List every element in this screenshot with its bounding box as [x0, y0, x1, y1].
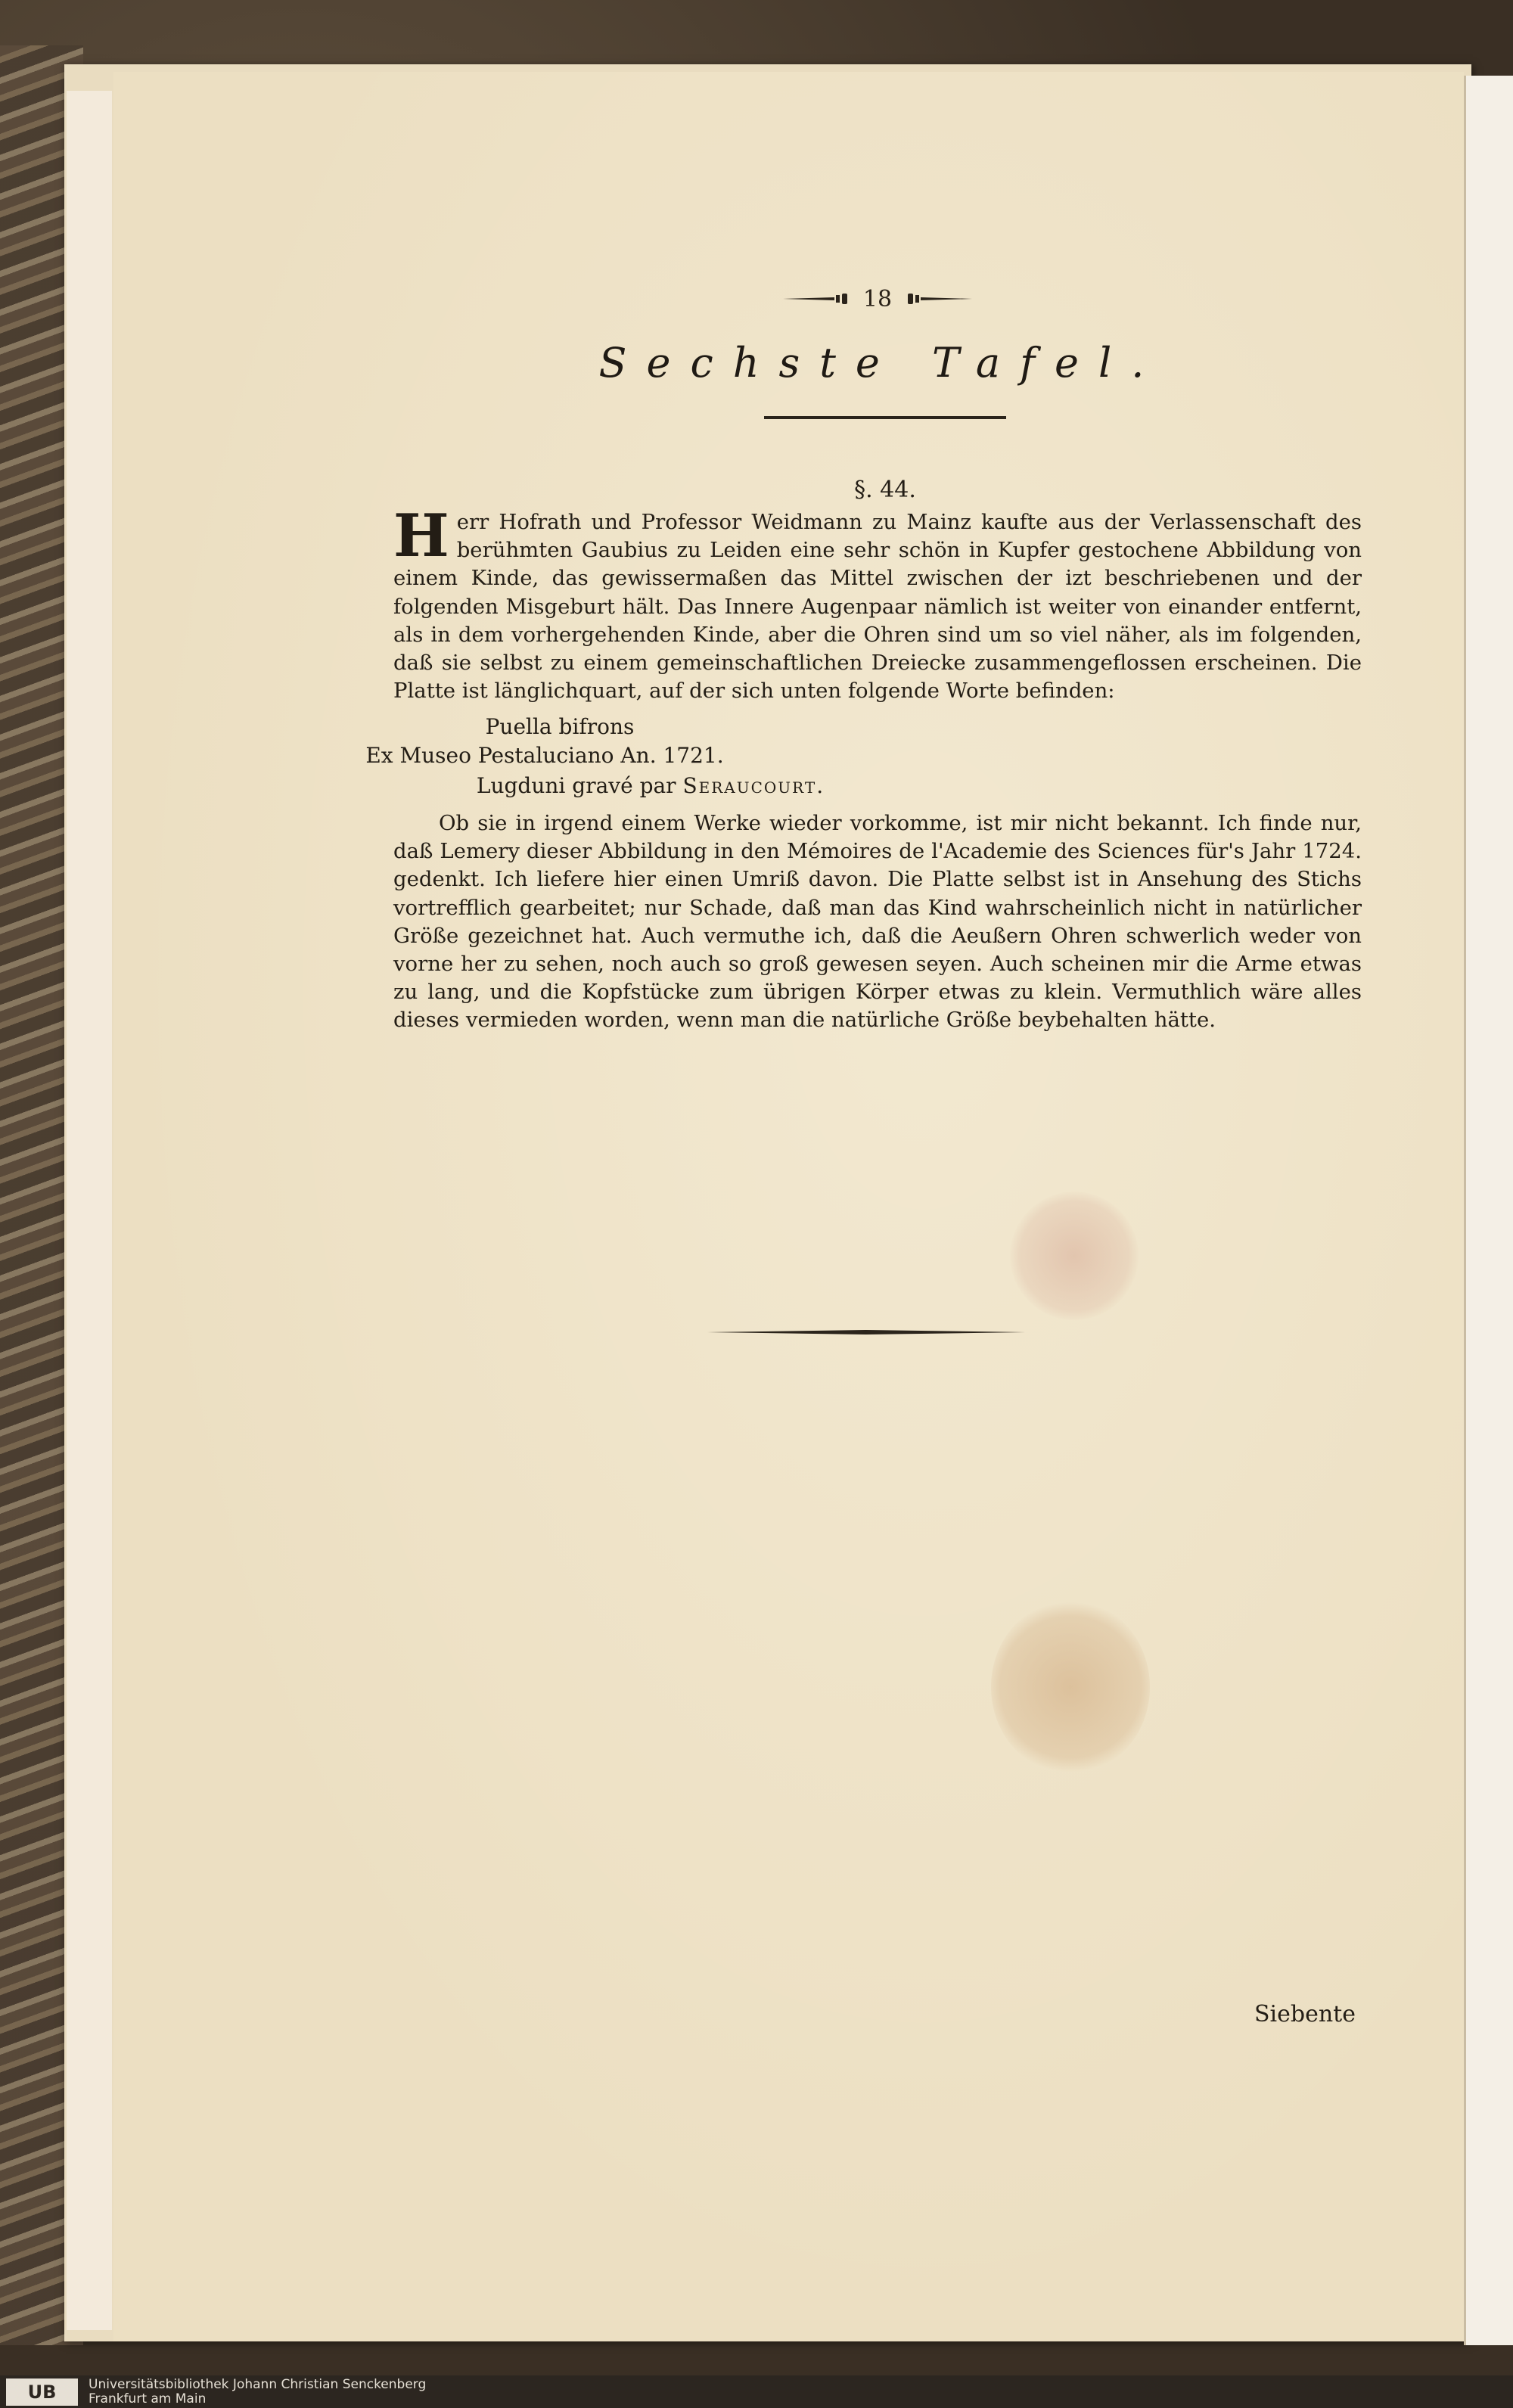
paragraph-1-text: err Hofrath und Professor Weidmann zu Mainz kaufte aus der Verlassenschaft des berühmten Gaubius zu Leiden eine sehr schön in Kupfer gestochene Abbildung von einem Kinde, das gewissermaßen das Mittel zwischen der izt beschriebenen und der folgenden Misgeburt hält. Das Innere Augenpaar nämlich ist weiter von einander entfernt, als in dem vorhergehenden Kinde, aber die Ohren sind um so viel näher, als im folgenden, daß sie selbst zu einem gemeinschaftlichen Dreiecke zusammengeflossen erscheinen. Die Platte ist länglichquart, auf der sich unten folgende Worte befinden:: [393, 510, 1362, 704]
footer-bar: [0, 2375, 1513, 2408]
paragraph-2: Ob sie in irgend einem Werke wieder vorkomme, ist mir nicht bekannt. Ich finde nur, daß Lemery dieser Abbildung in den Mémoires de l'Academie des Sciences für's Jahr 1724. gedenkt. Ich liefere hier einen Umriß davon. Die Platte selbst ist in Ansehung des Stichs vortrefflich gearbeitet; nur Schade, daß man das Kind wahrscheinlich nicht in natürlicher Größe gezeichnet hat. Auch vermuthe ich, daß die Aeußern Ohren schwerlich weder von vorne her zu sehen, noch auch so groß gewesen seyen. Auch scheinen mir die Arme etwas zu lang, und die Kopfstücke zum übrigen Körper etwas zu klein. Vermuthlich wäre alles dieses vermieden worden, wenn man die natürliche Größe beybehalten hätte.: [393, 811, 1362, 1033]
inscription-line-3-prefix: Lugduni gravé par: [476, 773, 683, 798]
page-title: Sechste Tafel.: [598, 339, 1164, 387]
ornament-right-icon: [906, 294, 974, 304]
library-logo: UB: [6, 2378, 78, 2406]
inscription-line-2: Ex Museo Pestaluciano An. 1721.: [365, 743, 724, 768]
page-header: [764, 284, 991, 314]
ornament-left-icon: [781, 294, 850, 304]
page-edge: [67, 91, 112, 2330]
footer-line-2: Frankfurt am Main: [89, 2391, 207, 2406]
stain: [1010, 1192, 1139, 1320]
title-rule: [764, 416, 1006, 419]
paragraph-1: [393, 502, 1362, 705]
catchword: Siebente: [1254, 2001, 1356, 2027]
stain: [991, 1600, 1150, 1774]
closing-rule: [707, 1324, 1025, 1328]
section-number: §. 44.: [854, 477, 916, 503]
page-number: 18: [862, 285, 893, 312]
footer-line-1: Universitätsbibliothek Johann Christian Senckenberg: [89, 2376, 427, 2392]
inscription-line-1: Puella bifrons: [485, 714, 635, 739]
next-leaf: [1464, 76, 1513, 2345]
inscription-line-3: [166, 773, 1135, 798]
engraver-name: Seraucourt.: [682, 773, 825, 798]
drop-cap: H: [393, 502, 449, 570]
footer-text: [89, 2378, 426, 2406]
